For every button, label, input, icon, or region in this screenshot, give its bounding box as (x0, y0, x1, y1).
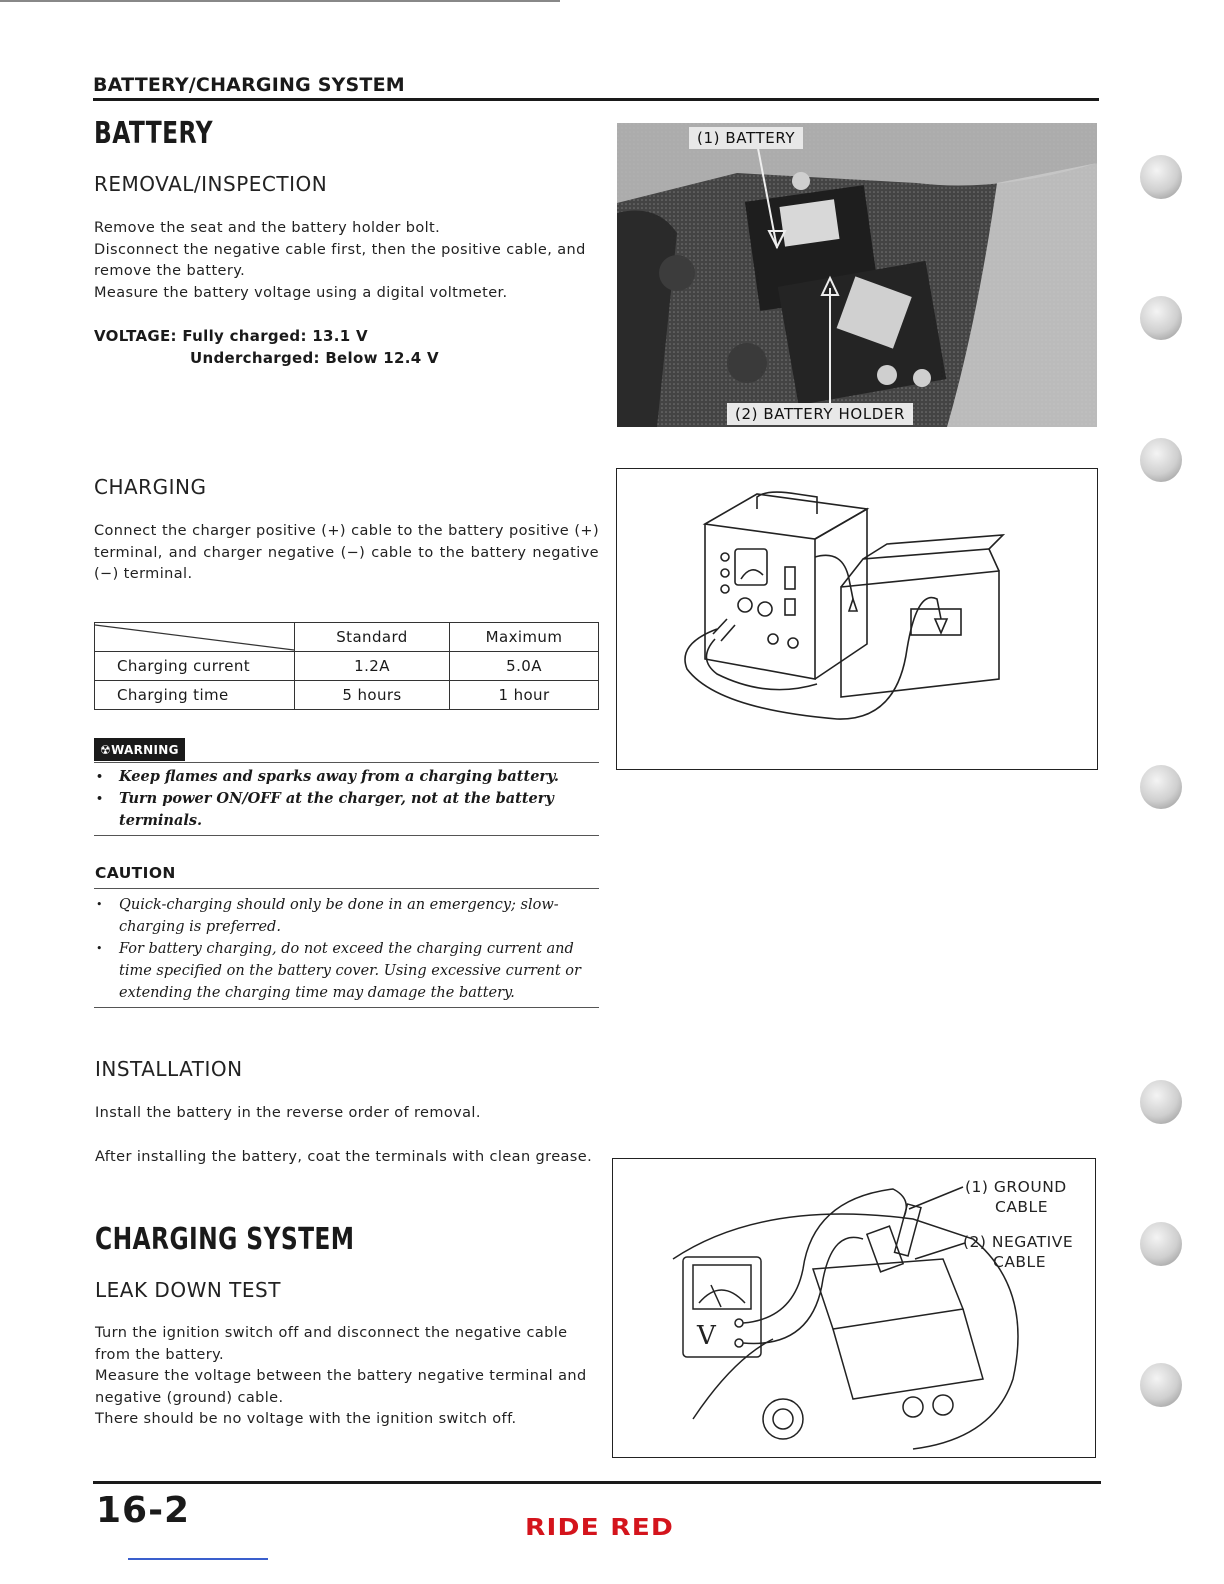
binder-tab-dot (1140, 765, 1182, 809)
charging-current-maximum: 5.0A (450, 652, 599, 681)
binder-tab-dot (1140, 155, 1182, 199)
leak-down-line-2: Measure the voltage between the battery negative terminal and negative (ground) cable. (95, 1368, 587, 1406)
warning-list (94, 766, 599, 832)
binder-tab-dot (1140, 1363, 1182, 1407)
table-row (95, 652, 599, 681)
binder-tab-dot (1140, 1222, 1182, 1266)
charging-system-title: CHARGING SYSTEM (95, 1222, 355, 1257)
charging-spec-table (94, 622, 599, 710)
meter-symbol: V (697, 1321, 716, 1351)
warning-bottom-rule (94, 835, 599, 836)
label-ground-cable (965, 1177, 1067, 1217)
undercharged-value: Undercharged: Below 12.4 V (190, 349, 439, 367)
footer-rule (93, 1481, 1101, 1484)
fully-charged-value: Fully charged: 13.1 V (182, 327, 368, 345)
voltage-label: VOLTAGE: (94, 327, 177, 345)
label-ground-cable-line-1: (1) GROUND (965, 1178, 1067, 1196)
header-rule (93, 98, 1099, 101)
caution-item: • For battery charging, do not exceed the charging current and time specified on the battery cover. Using excessive current or extending the charging time may damage the battery. (94, 938, 599, 1004)
battery-photo-image (617, 123, 1097, 427)
removal-line-3: Measure the battery voltage using a digital voltmeter. (94, 284, 508, 301)
table-row (95, 681, 599, 710)
leak-down-line-1: Turn the ignition switch off and disconnect the negative cable from the battery. (95, 1325, 568, 1363)
warning-item: • Keep flames and sparks away from a charging battery. (94, 766, 599, 788)
label-negative-cable (963, 1232, 1073, 1272)
caution-item: • Quick-charging should only be done in an emergency; slow-charging is preferred. (94, 894, 599, 938)
charging-current-standard: 1.2A (295, 652, 450, 681)
binder-tab-dot (1140, 438, 1182, 482)
installation-line-2: After installing the battery, coat the terminals with clean grease. (95, 1149, 593, 1165)
warning-badge (94, 738, 185, 761)
charging-instructions: Connect the charger positive (+) cable to the battery positive (+) terminal, and charger negative (−) cable to the battery negative (−) terminal. (94, 523, 599, 582)
removal-line-1: Remove the seat and the battery holder bolt. (94, 220, 441, 236)
charging-title: CHARGING (94, 475, 207, 499)
binder-tab-dot (1140, 1080, 1182, 1124)
battery-photo (617, 123, 1097, 427)
voltage-spec (94, 325, 368, 348)
leak-down-line-3: There should be no voltage with the ignition switch off. (95, 1411, 517, 1427)
photo-label-battery-holder: (2) BATTERY HOLDER (727, 403, 913, 425)
caution-top-rule (94, 888, 599, 889)
battery-title: BATTERY (94, 116, 213, 151)
row-label-charging-time: Charging time (95, 681, 295, 710)
warning-item: • Turn power ON/OFF at the charger, not at the battery terminals. (94, 788, 599, 832)
caution-title: CAUTION (95, 864, 176, 882)
removal-line-2: Disconnect the negative cable first, then the positive cable, and remove the battery. (94, 241, 586, 279)
installation-title: INSTALLATION (95, 1057, 243, 1081)
charger-figure (616, 468, 1098, 770)
binder-tab-dot (1140, 296, 1182, 340)
caution-bottom-rule (94, 1007, 599, 1008)
leak-down-test-title: LEAK DOWN TEST (95, 1278, 281, 1302)
bottom-edge-line (128, 1558, 268, 1560)
warning-badge-label: WARNING (111, 743, 179, 757)
warning-icon: ☢ (100, 743, 112, 757)
removal-instructions (94, 218, 599, 304)
charging-time-standard: 5 hours (295, 681, 450, 710)
table-diagonal (95, 623, 294, 651)
page-number: 16-2 (96, 1490, 191, 1531)
leak-down-figure (612, 1158, 1096, 1458)
top-edge-rule (0, 0, 560, 2)
table-header-standard: Standard (295, 623, 450, 652)
charger-battery-illustration (617, 469, 1097, 769)
table-header-row (95, 623, 599, 652)
brand-logo: RIDE RED (525, 1515, 675, 1541)
table-corner-cell (95, 623, 295, 652)
caution-list (94, 894, 599, 1004)
warning-top-rule (94, 762, 599, 763)
photo-label-battery: (1) BATTERY (689, 127, 803, 149)
table-header-maximum: Maximum (450, 623, 599, 652)
leak-down-instructions (95, 1323, 600, 1431)
row-label-charging-current: Charging current (95, 652, 295, 681)
removal-inspection-title: REMOVAL/INSPECTION (94, 172, 328, 196)
installation-line-1: Install the battery in the reverse order of removal. (95, 1105, 481, 1121)
charging-time-maximum: 1 hour (450, 681, 599, 710)
label-negative-cable-line-2: CABLE (993, 1253, 1046, 1271)
section-header: BATTERY/CHARGING SYSTEM (93, 74, 405, 96)
label-ground-cable-line-2: CABLE (995, 1198, 1048, 1216)
label-negative-cable-line-1: (2) NEGATIVE (963, 1233, 1074, 1251)
